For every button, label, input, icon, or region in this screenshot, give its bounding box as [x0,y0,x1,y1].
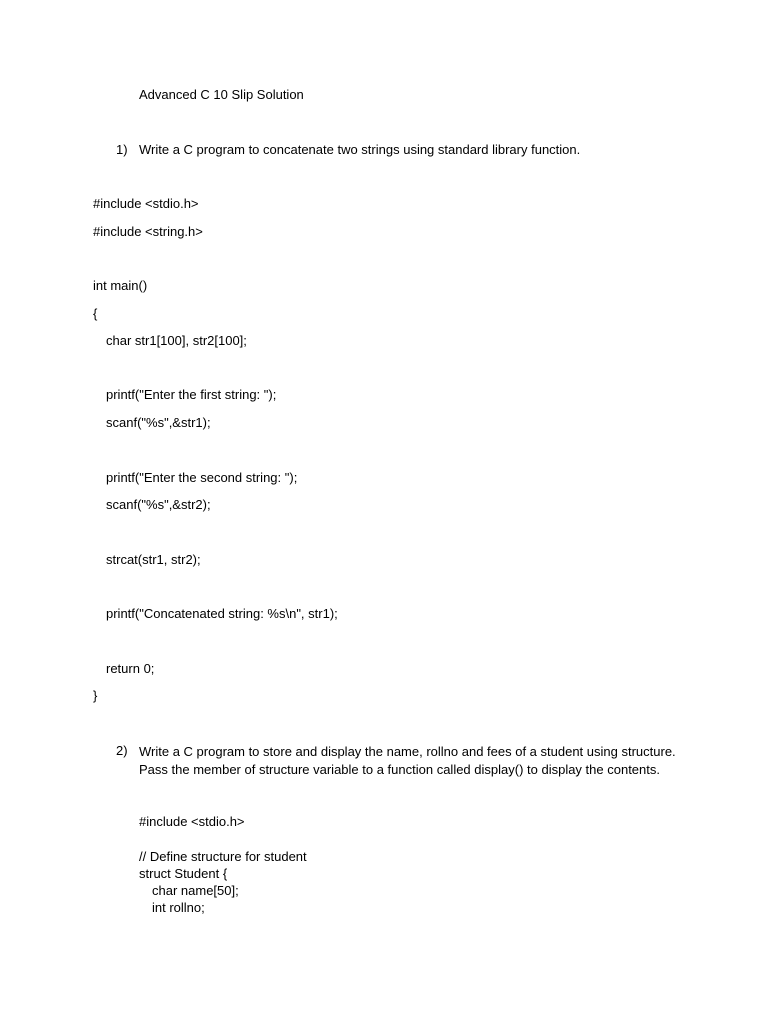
code-line: scanf("%s",&str1); [106,415,211,430]
code-line: struct Student { [139,866,228,881]
code-line: { [93,306,98,321]
code-line: // Define structure for student [139,849,307,864]
code-line: #include <string.h> [93,224,203,239]
code-line: printf("Concatenated string: %s\n", str1); [106,606,338,621]
code-line: #include <stdio.h> [139,814,245,829]
code-line: strcat(str1, str2); [106,552,201,567]
document-title: Advanced C 10 Slip Solution [139,87,304,102]
code-line: char str1[100], str2[100]; [106,333,247,348]
code-line: printf("Enter the first string: "); [106,387,277,402]
code-line: int main() [93,278,148,293]
code-line: #include <stdio.h> [93,196,199,211]
question-1-text: Write a C program to concatenate two strings using standard library function. [139,142,581,157]
code-line: return 0; [106,661,155,676]
code-line: int rollno; [152,900,205,915]
code-line: } [93,688,98,703]
code-line: scanf("%s",&str2); [106,497,211,512]
question-2-text: Write a C program to store and display the name, rollno and fees of a student using structure. Pass the member of structure variable to a function called display() to display the contents. [139,744,676,777]
question-2-number: 2) [116,743,128,758]
code-line: char name[50]; [152,883,239,898]
question-1-number: 1) [116,142,128,157]
code-line: printf("Enter the second string: "); [106,470,298,485]
